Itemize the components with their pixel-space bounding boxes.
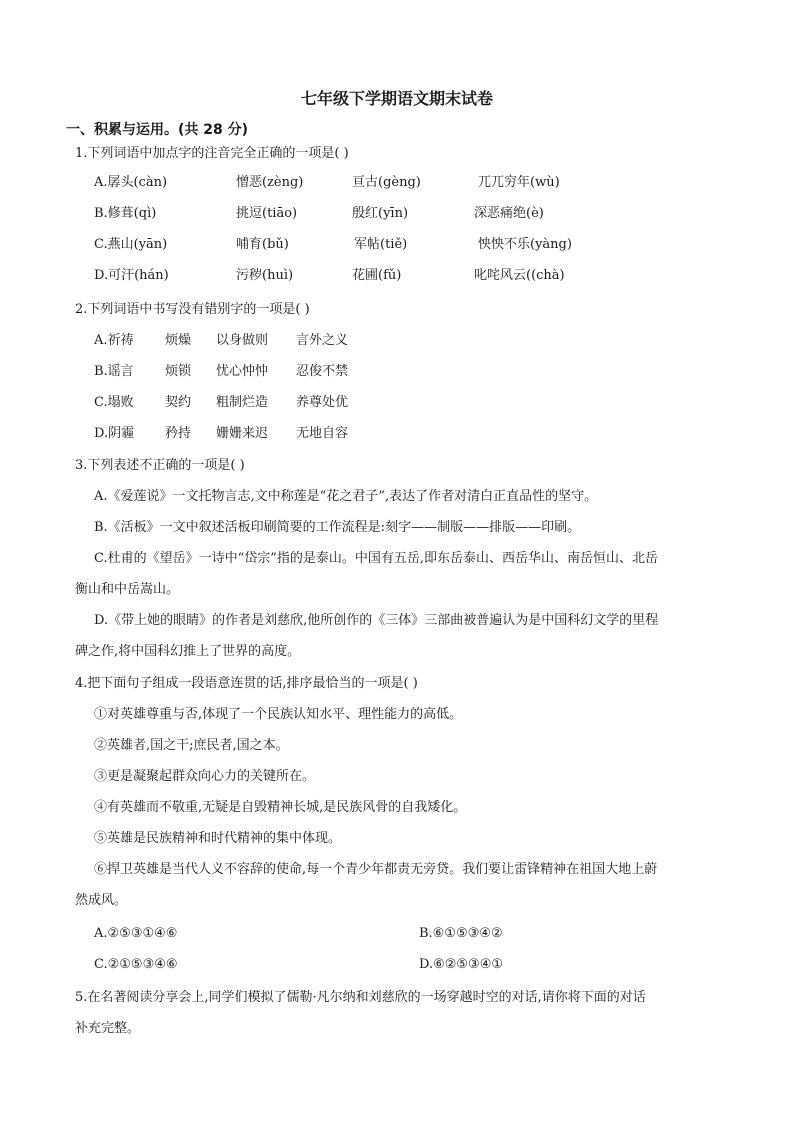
q1-option-c-word-3: 军帖(tiě) [354, 237, 408, 252]
q2-option-a-word-2: 烦燥 [165, 333, 192, 348]
q3-option-a: A.《爱莲说》一文托物言志,文中称莲是“花之君子”,表达了作者对清白正直品性的坚守。 [94, 489, 598, 504]
q4-sentence-3: ③更是凝聚起群众向心力的关键所在。 [94, 769, 316, 784]
q3-option-d-line-1: D.《带上她的眼睛》的作者是刘慈欣,他所创作的《三体》三部曲被普遍认为是中国科幻文学的里程 [94, 613, 659, 628]
q1-option-a-word-4: 兀兀穷年(wù) [478, 175, 560, 190]
q1-option-c-word-2: 哺育(bǔ) [236, 237, 289, 252]
question-2-stem: 2.下列词语中书写没有错别字的一项是( ) [75, 302, 310, 317]
q3-option-c-line-1: C.杜甫的《望岳》一诗中“岱宗”指的是泰山。中国有五岳,即东岳泰山、西岳华山、南岳恒山、北岳 [94, 551, 659, 566]
question-3-stem: 3.下列表述不正确的一项是( ) [75, 458, 245, 473]
page-title: 七年级下学期语文期末试卷 [300, 89, 493, 108]
q3-option-d-line-2: 碑之作,将中国科幻推上了世界的高度。 [75, 644, 301, 659]
q1-option-c-word-1: C.燕山(yān) [94, 237, 168, 252]
question-5-stem-line-2: 补充完整。 [75, 1021, 141, 1036]
q1-option-c-word-4: 怏怏不乐(yàng) [478, 237, 572, 252]
q3-option-b: B.《活板》一文中叙述活板印刷简要的工作流程是:刻字——制版——排版——印刷。 [94, 520, 581, 535]
q4-option-a: A.②⑤③①④⑥ [94, 926, 178, 941]
section-heading: 一、积累与运用。(共 28 分) [66, 122, 249, 138]
q1-option-b-word-4: 深恶痛绝(è) [474, 206, 544, 221]
q1-option-d-word-4: 叱咤风云((chà) [474, 268, 565, 283]
q1-option-d-word-3: 花圃(fǔ) [352, 268, 402, 283]
q2-option-c-word-4: 养尊处优 [296, 395, 349, 410]
q2-option-b-word-1: B.谣言 [94, 364, 134, 379]
q4-sentence-4: ④有英雄而不敬重,无疑是自毁精神长城,是民族风骨的自我矮化。 [94, 800, 467, 815]
q2-option-d-word-4: 无地自容 [296, 426, 349, 441]
q4-option-c: C.②①⑤③④⑥ [94, 957, 178, 972]
q2-option-d-word-3: 姗姗来迟 [216, 426, 269, 441]
q4-sentence-5: ⑤英雄是民族精神和时代精神的集中体现。 [94, 831, 342, 846]
q2-option-c-word-1: C.塌败 [94, 395, 134, 410]
question-1-stem: 1.下列词语中加点字的注音完全正确的一项是( ) [75, 146, 349, 161]
q4-option-b: B.⑥①⑤③④② [419, 926, 503, 941]
q2-option-b-word-3: 忧心忡忡 [216, 364, 269, 379]
q1-option-a-word-1: A.孱头(càn) [94, 175, 168, 190]
q4-sentence-6-line-2: 然成风。 [75, 893, 128, 908]
q2-option-b-word-4: 忍俊不禁 [296, 364, 349, 379]
question-4-stem: 4.把下面句子组成一段语意连贯的话,排序最恰当的一项是( ) [75, 676, 418, 691]
q1-option-a-word-3: 亘古(gèng) [352, 175, 421, 190]
q4-sentence-6-line-1: ⑥捍卫英雄是当代人义不容辞的使命,每一个青少年都责无旁贷。我们要让雷锋精神在祖国大地上蔚 [94, 862, 658, 877]
q2-option-b-word-2: 烦锁 [165, 364, 192, 379]
q1-option-d-word-2: 污秽(huì) [236, 268, 294, 283]
q1-option-b-word-2: 挑逗(tiāo) [236, 206, 298, 221]
question-5-stem-line-1: 5.在名著阅读分享会上,同学们模拟了儒勒·凡尔纳和刘慈欣的一场穿越时空的对话,请你将下面的对话 [75, 990, 646, 1005]
q4-sentence-2: ②英雄者,国之干;庶民者,国之本。 [94, 738, 289, 753]
q4-sentence-1: ①对英雄尊重与否,体现了一个民族认知水平、理性能力的高低。 [94, 707, 463, 722]
q2-option-d-word-2: 矜持 [165, 426, 192, 441]
q1-option-a-word-2: 憎恶(zèng) [236, 175, 304, 190]
q1-option-b-word-1: B.修葺(qì) [94, 206, 157, 221]
q2-option-c-word-2: 契约 [165, 395, 192, 410]
q2-option-d-word-1: D.阴霾 [94, 426, 135, 441]
q2-option-a-word-1: A.祈祷 [94, 333, 134, 348]
q1-option-b-word-3: 殷红(yīn) [352, 206, 409, 221]
q2-option-a-word-4: 言外之义 [296, 333, 349, 348]
q4-option-d: D.⑥②⑤③④① [419, 957, 504, 972]
q3-option-c-line-2: 衡山和中岳嵩山。 [75, 582, 180, 597]
q1-option-d-word-1: D.可汗(hán) [94, 268, 169, 283]
q2-option-a-word-3: 以身做则 [216, 333, 269, 348]
q2-option-c-word-3: 粗制烂造 [216, 395, 269, 410]
